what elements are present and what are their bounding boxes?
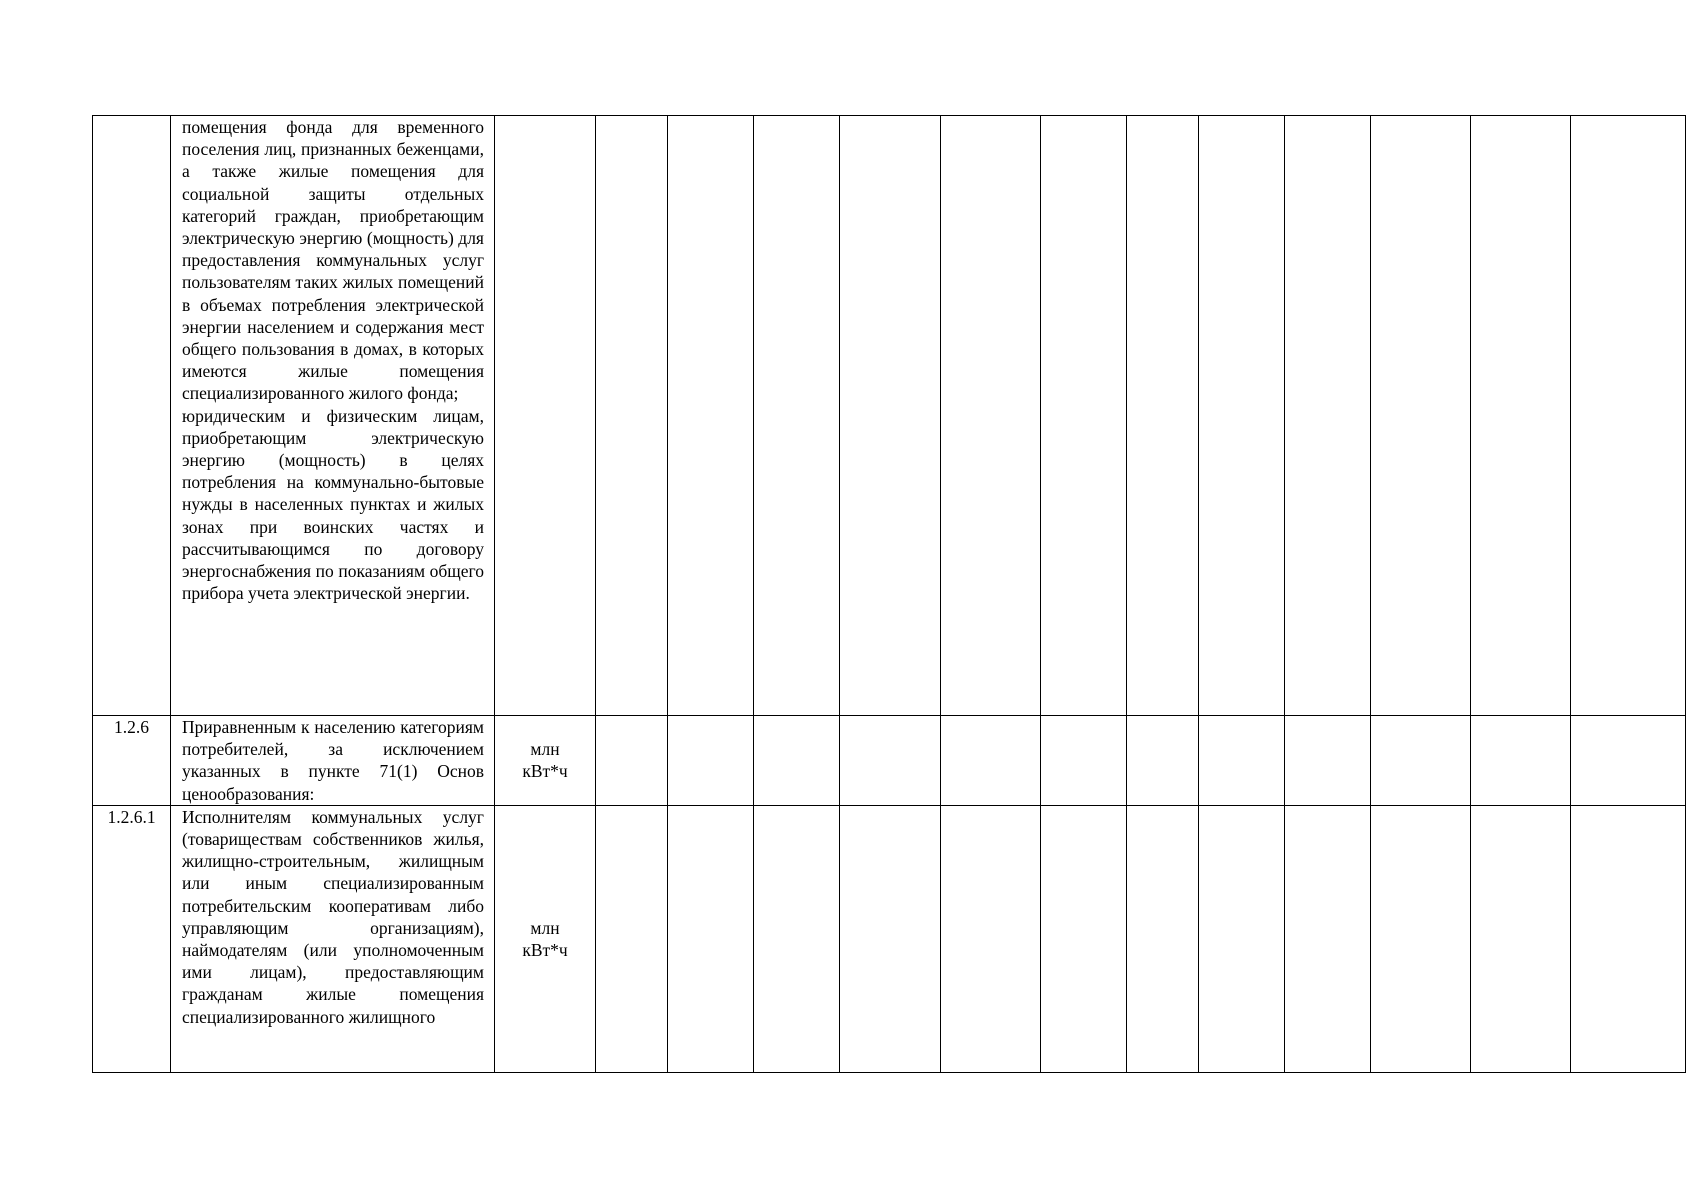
item-number-cell [93, 716, 171, 806]
description-paragraph: юридическим и физическим лицам, приобретающим электрическую энергию (мощность) в целях потребления на коммунально-бытовые нужды в населенных пунктах и жилых зонах при воинских частях и рассчитывающимся по договору энергоснабжения по показаниям общего прибора учета электрической энергии. [182, 405, 484, 604]
description-paragraph: Исполнителям коммунальных услуг (товариществам собственников жилья, жилищно-строительным, жилищным или иным специализированным потребительским кооперативам либо управляющим организациям), наймодателям (или уполномоченным ими лицам), предоставляющим гражданам жилые помещения специализированного жилищного [182, 806, 484, 1027]
value-cell [1199, 116, 1285, 716]
description-cell [171, 805, 495, 1072]
value-cell [941, 716, 1041, 806]
value-cell [596, 116, 668, 716]
description-paragraph: Приравненным к населению категориям потребителей, за исключением указанных в пункте 71(1) Основ ценообразования: [182, 717, 484, 804]
value-cell [668, 716, 754, 806]
value-cell [1371, 716, 1471, 806]
item-number-cell [93, 116, 171, 716]
value-cell [1127, 805, 1199, 1072]
value-cell [941, 805, 1041, 1072]
value-cell [1127, 716, 1199, 806]
item-number-cell [93, 805, 171, 1072]
value-cell [1199, 805, 1285, 1072]
unit-cell [495, 805, 596, 1072]
value-cell [668, 116, 754, 716]
value-cell [1571, 716, 1686, 806]
description-cell [171, 116, 495, 716]
unit-line: млн [530, 917, 560, 938]
tariff-table [92, 115, 1686, 1073]
unit-line: кВт*ч [522, 939, 568, 960]
value-cell [1371, 805, 1471, 1072]
description-paragraph: помещения фонда для временного поселения лиц, признанных беженцами, а также жилые помещения для социальной защиты отдельных категорий граждан, приобретающим электрическую энергию (мощность) для предоставления коммунальных услуг пользователям таких жилых помещений в объемах потребления электрической энергии населением и содержания мест общего пользования в домах, в которых имеются жилые помещения специализированного жилого фонда; [182, 117, 484, 404]
table-row [93, 716, 1686, 806]
item-number: 1.2.6.1 [107, 806, 156, 827]
value-cell [1571, 805, 1686, 1072]
value-cell [1471, 805, 1571, 1072]
value-cell [1471, 116, 1571, 716]
unit-cell [495, 116, 596, 716]
value-cell [1285, 116, 1371, 716]
value-cell [754, 716, 840, 806]
value-cell [596, 805, 668, 1072]
value-cell [1471, 716, 1571, 806]
item-number: 1.2.6 [114, 717, 149, 737]
value-cell [1571, 116, 1686, 716]
table-row [93, 116, 1686, 716]
value-cell [1127, 116, 1199, 716]
value-cell [840, 805, 941, 1072]
value-cell [840, 116, 941, 716]
unit-cell [495, 716, 596, 806]
unit-line: кВт*ч [522, 761, 568, 782]
value-cell [1199, 716, 1285, 806]
table-row [93, 805, 1686, 1072]
value-cell [668, 805, 754, 1072]
value-cell [1041, 805, 1127, 1072]
value-cell [941, 116, 1041, 716]
value-cell [1041, 716, 1127, 806]
value-cell [840, 716, 941, 806]
value-cell [596, 716, 668, 806]
value-cell [754, 805, 840, 1072]
unit-line: млн [530, 739, 560, 760]
value-cell [754, 116, 840, 716]
description-cell [171, 716, 495, 806]
value-cell [1041, 116, 1127, 716]
value-cell [1285, 805, 1371, 1072]
value-cell [1371, 116, 1471, 716]
value-cell [1285, 716, 1371, 806]
